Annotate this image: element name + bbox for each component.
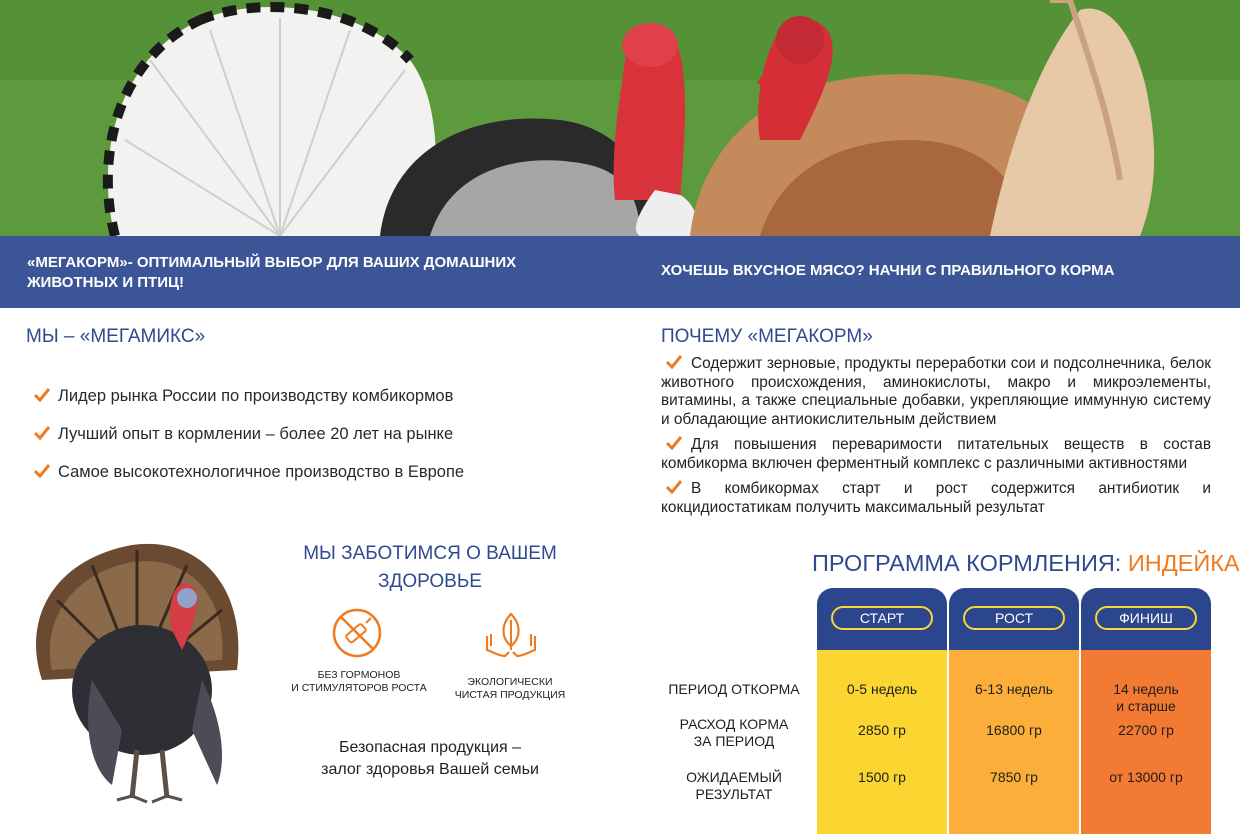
safety-statement: Безопасная продукция – залог здоровья Вашей семьи	[321, 739, 539, 778]
about-title: МЫ – «МЕГАМИКС»	[26, 326, 206, 347]
about-item-text: Лучший опыт в кормлении – более 20 лет на рынке	[58, 425, 454, 443]
stage-badge: СТАРТ	[831, 606, 933, 630]
why-item	[661, 354, 1211, 429]
cell-consumption: 22700 гр	[1118, 722, 1174, 738]
program-title-main: ПРОГРАММА КОРМЛЕНИЯ:	[812, 550, 1122, 576]
about-item-text: Лидер рынка России по производству комбикормов	[58, 387, 454, 405]
why-item-text: Содержит зерновые, продукты переработки сои и подсолнечника, белок животного происхождения, аминокислоты, макро и микроэлементы, витамины, а также специальные добавки, укрепляющие иммунную систему и обладающие антиокислительным действием	[661, 355, 1211, 428]
row-label-consumption: РАСХОД КОРМА ЗА ПЕРИОД	[679, 716, 789, 749]
program-title	[812, 550, 1240, 577]
stage-badge: ФИНИШ	[1095, 606, 1197, 630]
eco-leaf-hands-icon	[483, 606, 539, 662]
row-label-result: ОЖИДАЕМЫЙ РЕЗУЛЬТАТ	[686, 769, 782, 802]
about-item	[34, 462, 464, 500]
why-list	[661, 354, 1211, 523]
stage-badge: РОСТ	[963, 606, 1065, 630]
stage-column-finish	[1081, 588, 1211, 834]
turkey-photo	[22, 530, 252, 805]
about-item-text: Самое высокотехнологичное производство в Европе	[58, 463, 465, 481]
turkeys-illustration	[0, 0, 1240, 236]
band-slogan-left: «МЕГАКОРМ»- ОПТИМАЛЬНЫЙ ВЫБОР ДЛЯ ВАШИХ ДОМАШНИХ ЖИВОТНЫХ И ПТИЦ!	[27, 254, 517, 291]
no-hormones-caption: БЕЗ ГОРМОНОВ И СТИМУЛЯТОРОВ РОСТА	[291, 669, 427, 694]
why-item-text: Для повышения переваримости питательных веществ в состав комбикорма включен ферментный комплекс с различными активностями	[661, 436, 1211, 472]
why-title: ПОЧЕМУ «МЕГАКОРМ»	[661, 326, 873, 347]
cell-consumption: 2850 гр	[858, 722, 906, 738]
checkmark-icon	[34, 388, 50, 402]
cell-period: 0-5 недель	[846, 681, 918, 697]
checkmark-icon	[34, 426, 50, 440]
cell-result: 1500 гр	[858, 769, 906, 785]
cell-result: от 13000 гр	[1109, 769, 1183, 785]
no-hormones-icon	[330, 606, 384, 660]
care-title: МЫ ЗАБОТИМСЯ О ВАШЕМ ЗДОРОВЬЕ	[303, 543, 557, 592]
row-label-period: ПЕРИОД ОТКОРМА	[668, 681, 800, 697]
stage-column-start	[817, 588, 947, 834]
program-title-accent: ИНДЕЙКА	[1127, 550, 1240, 576]
about-list	[34, 386, 464, 500]
band-slogan-right: ХОЧЕШЬ ВКУСНОЕ МЯСО? НАЧНИ С ПРАВИЛЬНОГО КОРМА	[661, 262, 1115, 279]
cell-period: 14 недель и старше	[1113, 681, 1179, 714]
eco-caption: ЭКОЛОГИЧЕСКИ ЧИСТАЯ ПРОДУКЦИЯ	[454, 676, 566, 701]
headline-band	[0, 236, 1240, 308]
cell-consumption: 16800 гр	[986, 722, 1042, 738]
hero-photo	[0, 0, 1240, 236]
stage-column-grow	[949, 588, 1079, 834]
checkmark-icon	[666, 355, 682, 369]
why-item	[661, 479, 1211, 517]
cell-result: 7850 гр	[990, 769, 1038, 785]
why-item-text: В комбикормах старт и рост содержится антибиотик и кокцидиостатикам получить максимальный результат	[661, 480, 1211, 516]
about-item	[34, 386, 464, 424]
about-item	[34, 424, 464, 462]
checkmark-icon	[666, 436, 682, 450]
cell-period: 6-13 недель	[974, 681, 1054, 697]
checkmark-icon	[34, 464, 50, 478]
checkmark-icon	[666, 480, 682, 494]
why-item	[661, 435, 1211, 473]
